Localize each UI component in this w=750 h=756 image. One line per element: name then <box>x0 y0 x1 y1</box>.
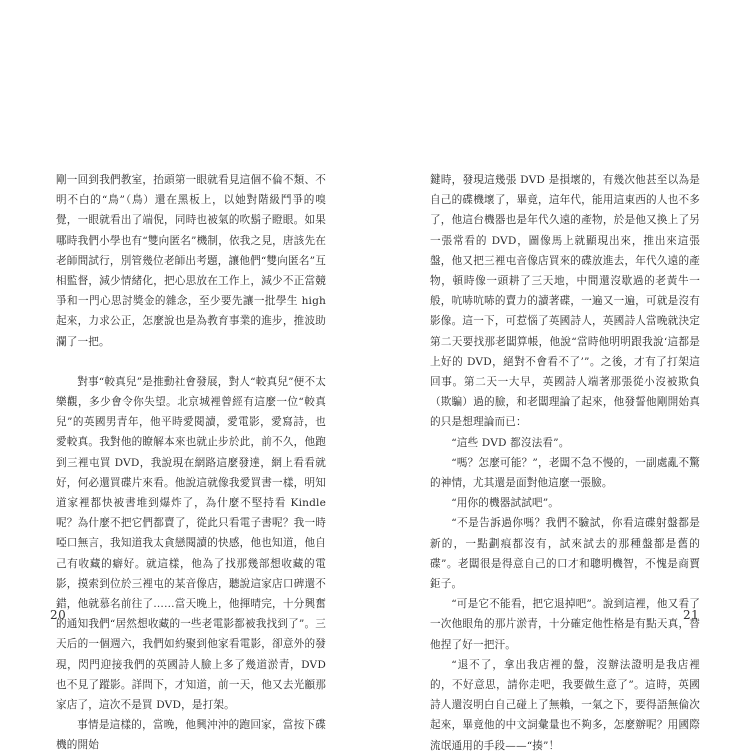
paragraph: “這些 DVD 都沒法看”。 <box>451 436 570 449</box>
book-gutter <box>374 0 376 750</box>
paragraph: “不是告訴過你嗎？我們不驗試，你看這碟射盤都是新的，一點劃痕都沒有，試來試去的那種盤都是舊的碟”。老闆很是得意自己的口才和聰明機智，不愧是商賈鉅子。 <box>430 517 700 591</box>
paragraph: “用你的機器試試吧”。 <box>451 497 560 510</box>
paragraph: “嗎？怎麼可能？”，老闆不急不慢的，一副處亂不驚的神情，尤其還是面對他這麼一張臉。 <box>430 456 700 490</box>
paragraph: 事情是這樣的，當晚，他興沖沖的跑回家，當按下碟機的開始 <box>56 719 326 752</box>
paragraph: 剛一回到我們教室，抬頭第一眼就看見這個不倫不類、不明不白的“鳥”（鳥）還在黑板上，以她對階級鬥爭的嗅覺，一眼就看出了端倪，同時也被氣的吹鬍子瞪眼。如果哪時我們小學也有“雙向匿名”機制，依我之見，唐該先在老師間試行，別管幾位老師出考題，讓他們“雙向匿名”互相監督，減少情緒化，把心思放在工作上，減少不正當競爭和一門心思討獎金的雜念，至少要先讓一批學生 high 起來，力求公正，怎麼說也是為教育事業的進步，推波助瀾了一把。 <box>56 174 326 348</box>
paragraph: “可是它不能看，把它退掉吧”。說到這裡，他又看了一次他眼角的那片淤青，十分確定他性格是有點天真，替他捏了好一把汗。 <box>430 598 700 651</box>
paragraph: 鍵時，發現這幾張 DVD 是損壞的，有幾次他甚至以為是自己的碟機壞了，畢竟，這年代，能用這東西的人也不多了，他這台機器也是年代久遠的產物，於是他又換上了另一張常看的 DVD，圖像馬上就顯現出來，推出來這張盤，他又把三裡屯音像店買來的碟放進去，年代久遠的產物，頓時像一頭耕了三天地，中間還沒歇過的老黃牛一般，吭哧吭哧的賣力的讀著碟，一遍又一遍，可就是沒有影像。這一下，可惹惱了英國詩人，英國詩人當晚就決定第二天要找那老闆算帳，他說“當時他明明跟我說‘這都是上好的 DVD，絕對不會看不了’”。之後，才有了打架這回事。第二天一大早，英國詩人端著那張從小沒被欺負（欺騙）過的臉，和老闆理論了起來，他發誓他剛開始真的只是想理論而已： <box>430 174 700 429</box>
paragraph: 對事“較真兒”是推動社會發展，對人“較真兒”便不太樂觀，多少會令你失望。北京城裡曾經有這麼一位“較真兒”的英國男青年，他平時愛閱讀，愛電影，愛寫詩，也愛較真。我對他的瞭解本來也就止步於此，前不久，他跑到三裡屯買 DVD，我說現在網路這麼發達，網上看看就好，何必還買碟片來看。他說這就像我愛買書一樣，明知道家裡都快被書堆到爆炸了，為什麼不堅持看 Kindle 呢？為什麼不把它們都賣了，從此只看電子書呢？我一時啞口無言，我知道我太貪戀閱讀的快感，他也知道，他自己有收藏的癖好。就這樣，他為了找那幾部想收藏的電影，摸索到位於三裡屯的某音像店，聽說這家店口碑還不錯，他就慕名前往了……當天晚上，他揮晴完，十分興奮的通知我們“居然想收藏的一些老電影都被我找到了”。三天后的一個週六，我們如約聚到他家看電影，卻意外的發現，閃門迎接我們的英國詩人臉上多了幾道淤青，DVD 也不見了蹤影。詳問下，才知道，前一天，他又去光顧那家店了，這次不是買 DVD，是打架。 <box>56 375 326 712</box>
page-number-left: 20 <box>50 608 67 622</box>
page-number-right: 21 <box>683 608 700 622</box>
paragraph: “退不了，拿出我店裡的盤，沒辦法證明是我店裡的，不好意思，請你走吧，我要做生意了”。這時，英國詩人還沒明白自己碰上了無賴，一氣之下，要得語無倫次起來，畢竟他的中文詞彙量也不夠多，怎麼辦呢？用國際流氓通用的手段——“揍”！ <box>430 658 700 752</box>
